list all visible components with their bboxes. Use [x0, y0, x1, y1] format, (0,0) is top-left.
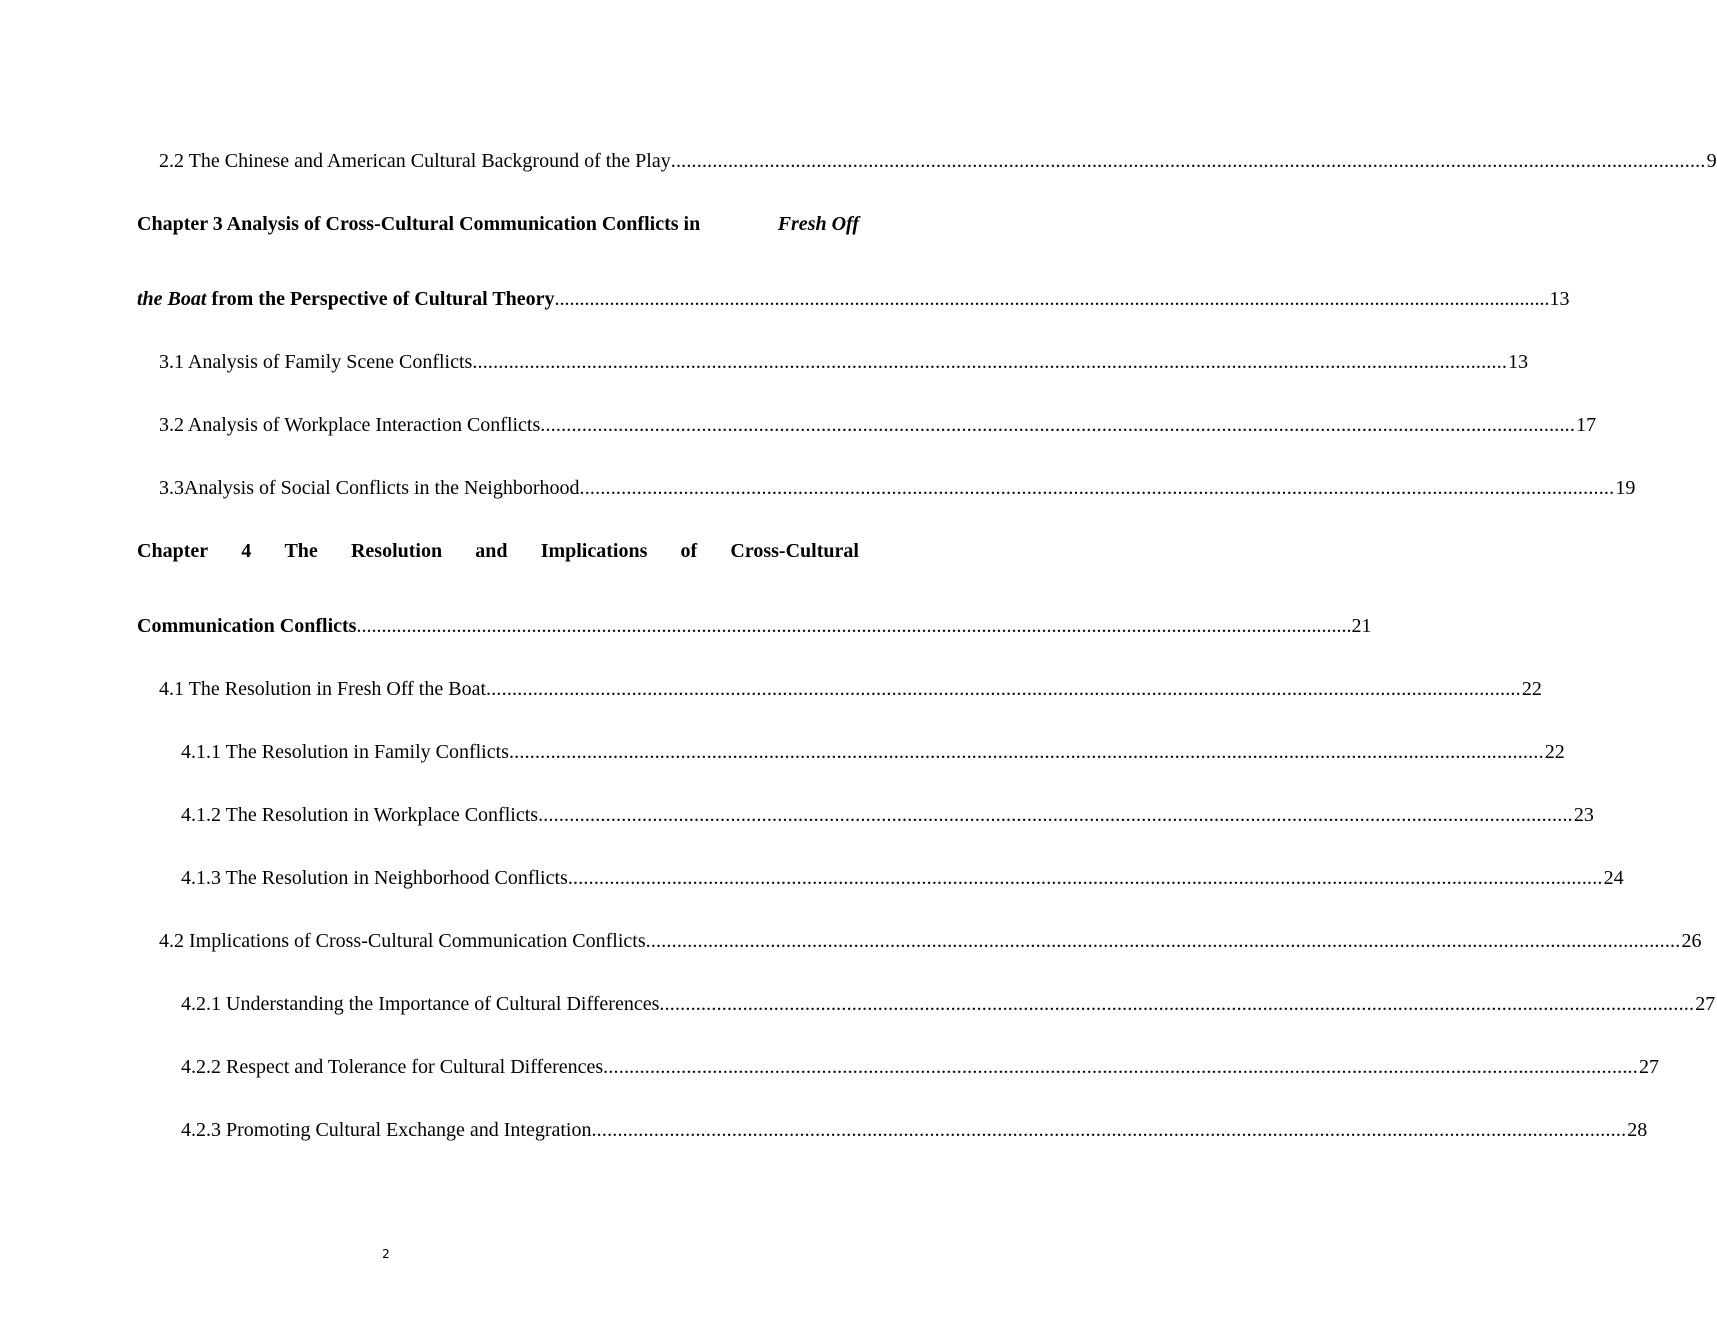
toc-entry-3-3[interactable] — [137, 467, 1636, 510]
toc-entry-4-1-1[interactable] — [137, 731, 1565, 774]
dot-leader: ....................................................................................................................................................................................................... — [659, 993, 1695, 1015]
toc-entry-title: 4.2.3 Promoting Cultural Exchange and Integration — [181, 1119, 592, 1141]
chapter-4-word: Implications — [540, 540, 648, 562]
toc-entry-title: 3.2 Analysis of Workplace Interaction Conflicts — [159, 414, 541, 436]
toc-entry-4-2-2[interactable] — [137, 1046, 1659, 1089]
toc-entry-page: 19 — [1615, 477, 1636, 499]
dot-leader: ....................................................................................................................................................................................................... — [670, 150, 1706, 172]
chapter-4-title-line-1 — [137, 530, 859, 573]
toc-entry-page: 13 — [1508, 351, 1529, 373]
toc-entry-page: 27 — [1638, 1056, 1659, 1078]
toc-entry-title: 4.2.1 Understanding the Importance of Cultural Differences — [181, 993, 660, 1015]
toc-entry-page: 22 — [1521, 678, 1542, 700]
page-number: 2 — [382, 1247, 390, 1261]
toc-entry-title: 3.3Analysis of Social Conflicts in the Neighborhood — [159, 477, 580, 499]
toc-entry-3-2[interactable] — [137, 404, 1597, 447]
chapter-3-title-italic-2: the Boat — [137, 288, 207, 310]
chapter-4-word: Chapter — [137, 540, 209, 562]
toc-entry-3-1[interactable] — [137, 341, 1529, 384]
chapter-3-title-italic: Fresh Off — [777, 213, 859, 235]
chapter-3-title-continuation — [137, 278, 555, 321]
chapter-4-word: 4 — [241, 540, 252, 562]
chapter-4-title-continuation: Communication Conflicts — [137, 615, 357, 637]
toc-entry-page: 27 — [1695, 993, 1716, 1015]
dot-leader: ....................................................................................................................................................................................................... — [540, 414, 1576, 436]
table-of-contents — [137, 140, 1717, 1172]
toc-entry-4-1-2[interactable] — [137, 794, 1594, 837]
dot-leader: ....................................................................................................................................................................................................... — [554, 288, 1550, 310]
toc-entry-title: 4.1.1 The Resolution in Family Conflicts — [181, 741, 509, 763]
chapter-4-word: Resolution — [350, 540, 443, 562]
dot-leader: ....................................................................................................................................................................................................... — [538, 804, 1573, 826]
toc-entry-page: 17 — [1576, 414, 1597, 436]
toc-entry-4-1[interactable] — [137, 668, 1542, 711]
toc-entry-title: 4.1.3 The Resolution in Neighborhood Conflicts — [181, 867, 568, 889]
dot-leader: ....................................................................................................................................................................................................... — [579, 477, 1615, 499]
toc-entry-page: 28 — [1627, 1119, 1648, 1141]
toc-entry-page: 26 — [1681, 930, 1702, 952]
dot-leader: ....................................................................................................................................................................................................... — [472, 351, 1508, 373]
dot-leader: ....................................................................................................................................................................................................... — [356, 615, 1352, 637]
chapter-4-word: and — [475, 540, 508, 562]
toc-entry-page: 9 — [1706, 150, 1717, 172]
toc-entry-4-2-3[interactable] — [137, 1109, 1648, 1152]
chapter-4-word: The — [284, 540, 318, 562]
dot-leader: ....................................................................................................................................................................................................... — [591, 1119, 1627, 1141]
toc-entry-page: 13 — [1549, 288, 1570, 310]
toc-entry-4-2-1[interactable] — [137, 983, 1716, 1026]
toc-entry-page: 23 — [1573, 804, 1594, 826]
toc-entry-title: 4.2 Implications of Cross-Cultural Communication Conflicts — [159, 930, 646, 952]
toc-entry-4-2[interactable] — [137, 920, 1702, 963]
toc-entry-4-1-3[interactable] — [137, 857, 1624, 900]
toc-chapter-3[interactable] — [137, 203, 1570, 321]
toc-entry-title: 4.2.2 Respect and Tolerance for Cultural Differences — [181, 1056, 604, 1078]
chapter-3-title-text-2: from the Perspective of Cultural Theory — [211, 288, 555, 310]
chapter-4-title-line-2 — [137, 605, 1372, 648]
dot-leader: ....................................................................................................................................................................................................... — [603, 1056, 1638, 1078]
toc-entry-page: 21 — [1351, 615, 1372, 637]
dot-leader: ....................................................................................................................................................................................................... — [486, 678, 1521, 700]
toc-entry-page: 22 — [1544, 741, 1565, 763]
dot-leader: ....................................................................................................................................................................................................... — [567, 867, 1603, 889]
chapter-3-title-line-2 — [137, 278, 1570, 321]
dot-leader: ....................................................................................................................................................................................................... — [645, 930, 1681, 952]
toc-entry-page: 24 — [1603, 867, 1624, 889]
chapter-3-title-text: Chapter 3 Analysis of Cross-Cultural Communication Conflicts in — [137, 213, 701, 235]
toc-entry-title: 4.1.2 The Resolution in Workplace Conflicts — [181, 804, 539, 826]
toc-entry-title: 4.1 The Resolution in Fresh Off the Boat — [159, 678, 487, 700]
toc-entry-title: 3.1 Analysis of Family Scene Conflicts — [159, 351, 473, 373]
chapter-4-word: of — [680, 540, 698, 562]
toc-entry-2-2[interactable] — [137, 140, 1717, 183]
toc-chapter-4[interactable] — [137, 530, 1372, 648]
chapter-3-title-line-1 — [137, 203, 859, 246]
toc-entry-title: 2.2 The Chinese and American Cultural Background of the Play — [159, 150, 671, 172]
dot-leader: ....................................................................................................................................................................................................... — [508, 741, 1544, 763]
chapter-4-word: Cross-Cultural — [730, 540, 859, 562]
